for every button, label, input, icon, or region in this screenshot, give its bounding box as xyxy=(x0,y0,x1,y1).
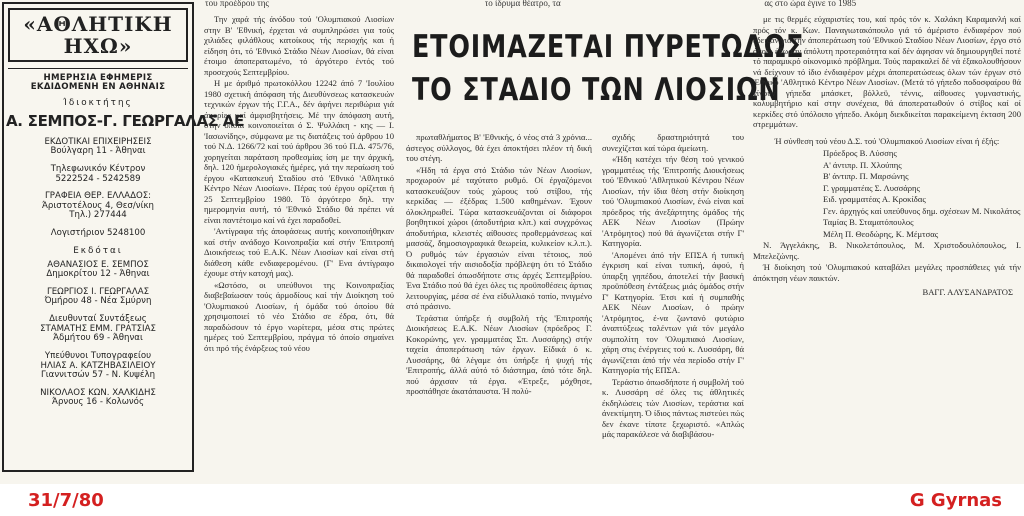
editions-label: ΕΚΔΟΤΙΚΑΙ ΕΠΙΧΕΙΡΗΣΕΙΣ xyxy=(44,136,152,147)
phones-value: 5222524 - 5242589 xyxy=(55,173,141,184)
board-member: Γεν. άρχηγός καί υπεύθυνος δημ. σχέσεων Μ. Νικολάτος xyxy=(823,205,1021,216)
board-member: Β' άντιπρ. Π. Μαρσώνης xyxy=(823,171,909,181)
top-fragment: ας στο ώρα έγινε το 1985 xyxy=(764,0,857,8)
paragraph: «Ήδη κατέχει τήν θέση τού γενικού γραμματέως τής 'Επιτροπής Διοικήσεως τού 'Εθνικού 'Αθλητικού Κέντρου Νέων Λιοσίων, τήν ίδια θέση στήν διοίκηση τού 'Ολυμπιακού Λιοσίων, ένώ είναι καί πρόεδρος τής άνεξάρτητης όμάδος τής ΑΕΚ Νέων Λιοσίων (Πρώην 'Ατρόμητος) πού θά άγωνίζεται στήν Γ' Κατηγορία. xyxy=(602,154,744,248)
printer-1: ΗΛΙΑΣ Α. ΚΑΤΖΗΒΑΣΙΛΕΙΟΥ xyxy=(40,360,156,371)
publisher-1-address: Δημοκρίτου 12 - Άθηναι xyxy=(46,269,150,280)
offices-phone: Τηλ.) 277444 xyxy=(69,210,127,221)
publisher-2-block xyxy=(8,288,188,307)
printer-2: ΝΙΚΟΛΑΟΣ ΚΩΝ. ΧΑΛΚΙΔΗΣ xyxy=(40,387,156,398)
headline-line-2: ΤΟ ΣΤΑΔΙΟ ΤΩΝ ΛΙΟΣΙΩΝ xyxy=(412,72,781,109)
board-member: Ειδ. γραμματέας Α. Κροκίδας xyxy=(823,194,926,204)
board-member: Α' άντιπρ. Π. Χλούπης xyxy=(823,159,902,170)
masthead-title: «ΑΘΛΗΤΙΚΗ ΗΧΩ» xyxy=(8,8,188,62)
paragraph: «Ωστόσο, οι υπεύθυνοι της Κοινοπραξίας διαβεβαίωσαν τούς άρμοδίους καί τήν Διοίκηση τού 'Ολυμπιακού Λιοσίων, ή όμάδα τού όποίου θά χρησιμοποιεί τό νέο Στάδιο σε έδρα, ότι, θά παραδώσουν τό έργο νωρίτερα, μέσα στις πρώτες ημέρες τού Σεπτεμβρίου, πράγμα τό όποίο σημαίνει ότι πρό τής ένάρξεως τού νέου xyxy=(204,279,394,353)
printer-2-block xyxy=(8,389,188,408)
board-member: Ταμίας Β. Σταματόπουλος xyxy=(823,217,914,227)
publishers-label: Εκδόται xyxy=(73,245,123,256)
editors-label: Διευθυνταί Συντάξεως xyxy=(49,314,147,325)
editors-address: Άδμήτου 69 - Άθηναι xyxy=(53,333,143,344)
article-headline xyxy=(412,26,805,113)
paragraph: με τις θερμές εύχαριστίες του, καί πρός τόν κ. Χαλάκη Καραμανλή καί πρός τόν κ. Κων. Παναγιωτακόπουλο γιά τό άμέριστο ένδιαφέρον πού έδειξαν γιά τήν άποπεράτωση τού 'Εθνικού Σταδίου Νέων Λιοσίων, έργο στό όποίο έδωσαν άπόλυτη προτεραιότητα καί δέν άφησαν νά δημιουργηθεί ποτέ τό παραμικρό οίκονομικό πρόβλημα. Τούς παρακαλεί δέ νά έξακολουθήσουν νά δείχνουν τό ίδιο ένδιαφέρον μέχρι άποπερατώσεως όλων τών έργων στό 'Εθνικό 'Αθλητικό Κέντρο Νέων Λιοσίων. (Μετά τό γήπεδο ποδοσφαίρου θά γίνουν γήπεδα μπάσκετ, βόλλεϋ, τέννις, αίθουσες γυμναστικής, κολυμβητήριο καί στην συνέχεια, θά άποπερατωθούν ό στίβος καί οί κερκίδες στό ύπόλοιπο γήπεδο. Ακόμη διεκδικείται παρακείμενη έκταση 200 στρεμμάτων. xyxy=(753,14,1021,129)
editors-names: ΣΤΑΜΑΤΗΣ ΕΜΜ. ΓΡΑΤΣΙΑΣ xyxy=(40,323,156,334)
publisher-name: Α. ΣΕΜΠΟΣ-Γ. ΓΕΩΡΓΑΛΑΣ ΑΕ xyxy=(6,111,244,130)
board-member: Μέλη Π. Θεοδώρης, Κ. Μέμτσας xyxy=(823,228,939,239)
top-fragment: το ίδρυμα θέατρο, τα xyxy=(484,0,561,8)
masthead-box xyxy=(2,2,244,472)
accounting-block xyxy=(8,229,188,239)
editions-block xyxy=(8,138,188,157)
offices-block xyxy=(8,192,188,221)
article-column-2 xyxy=(406,132,592,472)
paragraph: Την χαρά τής άνόδου τού 'Ολυμπιακού Λιοσίων στην Β' 'Εθνική, έρχεται νά συμπληρώσει για τούς χιλιάδες φιλάθλους κατοίκους τής περιοχής και ή είδηση ότι, τό 'Εθνικό Στάδιο Νέων Λιοσίων, θά είναι έτοιμο άποπερατωμένο, τό άργότερο έντός τού προσεχούς Σεπτεμβρίου. xyxy=(204,14,394,77)
paragraph: Τεράστιο όπωσδήποτε ή συμβολή τού κ. Λυσσάρη σέ όλες τις άθλητικές έκδηλώσεις τών Λιοσίων, τεράστια καί άνεκτίμητη. Ό ίδιος πάντως πιστεύει πώς δεν έκανε τίποτε ξεχωριστό. «Απλώς μάς παρακάλεσε νά διαβιβάσου- xyxy=(602,376,744,439)
printer-1-address: Γιαννιτσών 57 - Ν. Κυψέλη xyxy=(40,370,156,381)
paragraph: «Ήδη τά έργα στό Στάδιο τών Νέων Λιοσίων, προχωρούν μέ ταχύτατο ρυθμό. Οί έργαζόμενοι κατασκευάζουν τούς χώρους τού στίβου, τής κερκίδας — έξέδρας 1.500 καθημένων. Έχουν όλοκληρωθεί. Τώρα κατασκευάζονται οί διάφοροι βοηθητικοί χώροι (άποδυτήρια κλπ.) καί συγχρόνως άποδυτήρια, κλειστές αίθουσες προθερμάνσεως καί μασσάζ, δημοσιογραφικά θεωρεία, κυλικείον κ.λ.π.). Ό ρυθμός τών έργασιών είναι τέτοιος, πού δικαιολογεί τήν αισιοδοξία πρόβλεψη ότι τό Στάδιο θά παραδοθεί όπωσδήποτε στις άρχές Σεπτεμβρίου. Ένα Στάδιο πού θά έχει όλες τις προϋποθέσεις άρτιας λειτουργίας, μέσα σέ ένα είδυλλιακό τοπίο, πνιγμένο στό πράσινο. xyxy=(406,164,592,311)
editors-block xyxy=(8,315,188,344)
publisher-2-name: ΓΕΩΡΓΙΟΣ Ι. ΓΕΩΡΓΑΛΑΣ xyxy=(46,286,150,297)
closing-paragraph: Ή διοίκηση τού 'Ολυμπιακού καταβάλει μεγάλες προσπάθειες γιά τήν άπόκτηση νέων παικτών. xyxy=(753,262,1021,283)
offices-address: Άριστοτέλους 4, Θεσ/νίκη xyxy=(41,200,154,211)
masthead-subtitle-2: ΕΚΔΙΔΟΜΕΝΗ ΕΝ ΑΘΗΝΑΙΣ xyxy=(30,82,166,93)
clipping-credit: G Gyrnas xyxy=(909,490,1002,511)
offices-label: ΓΡΑΦΕΙΑ ΘΕΡ. ΕΛΛΑΔΟΣ: xyxy=(44,191,152,202)
publisher-1-block xyxy=(8,261,188,280)
publisher-2-address: Όμήρου 48 - Νέα Σμύρνη xyxy=(44,296,152,307)
paragraph: Τεράστια ύπήρξε ή συμβολή τής 'Επιτροπής Διοικήσεως Ε.Α.Κ. Νέων Λιοσίων (πρόεδρος Γ. Κοκορώνης, γεν. γραμματέας Σπ. Λυσσάρης) στήν ταχεία άποπεράτωση τών έργων. Είδικά ό κ. Λυσσάρης, θά λέγαμε ότι ύπήρξε ή ψυχή τής 'Επιτροπής, άλλά αύτό τό διάστημα, άπό τότε δηλ. πού άρχισαν τά έργα. «Έτρεξε, μόχθησε, προσπάθησε άκατάπαυστα. Ή πολύ- xyxy=(406,312,592,396)
board-list xyxy=(753,148,1021,239)
top-fragments xyxy=(205,0,1024,10)
printing-block xyxy=(8,352,188,381)
masthead-subtitle-1: ΗΜΕΡΗΣΙΑ ΕΦΗΜΕΡΙΣ xyxy=(43,72,153,83)
paragraph: σχιδής δραστηριότητά του συνεχίζεται καί τώρα άμείωτη. xyxy=(602,132,744,153)
article-column-3 xyxy=(602,132,744,472)
paragraph: 'Απομένει άπό τήν ΕΠΣΑ ή τυπική έγκριση καί είναι τυπική, άφού, ή ύπαρξη γηπέδου, άποτελεί τήν βασική προϋπόθεση έντάξεως μιάς όμάδος στήν Γ' Κατηγορία. Έτσι καί ή συμπαθής ΑΕΚ Νέων Λιοσίων, ό πρώην 'Ατρόμητος, έ-να ζωντανό φυτώριο άναπτύξεως ταλέντων γιά τόν μεγάλο συμπολίτη τον 'Ολυμπιακό Λιοσίων, χάρη στις ένέργειες τού κ. Λυσσάρη, θά άγωνίζεται άπό τήν νέα περίοδο στήν Γ' Κατηγορία τής ΕΠΣΑ. xyxy=(602,249,744,375)
paragraph: 'Αντίγραφα τής άποφάσεως αυτής κοινοποιήθηκαν καί στήν ανάδοχο Κοινοπραξία καί στήν 'Επιτροπή Διοικήσεως τού Ε.Α.Κ. Νέων Λιοσίων καί είναι στή διάθεση κάθε ενδιαφερομένου. (Γ' Ενα άντίγραφο έχουμε στήν κατοχή μας). xyxy=(204,226,394,278)
headline-line-1: ΕΤΟΙΜΑΖΕΤΑΙ ΠΥΡΕΤΩΔΩΣ xyxy=(412,29,805,65)
phones-label: Τηλεφωνικόν Κέντρον xyxy=(50,163,146,174)
accounting-label: Λογιστήριον 5248100 xyxy=(50,228,146,239)
printing-label: Υπεύθυνοι Τυπογραφείου xyxy=(44,350,152,361)
clipping-date: 31/7/80 xyxy=(28,490,104,511)
article-column-1 xyxy=(204,14,394,476)
paragraph: Η με άριθμό πρωτοκόλλου 12242 άπό 7 'Ιουλίου 1980 σχετική άπόφαση τής Διευθύνσεως κατασκευών τεχνικών έργων τής Γ.Γ.Α., δέν άφήνει περιθώρια γιά άπορίες καί άμφισβητήσεις. Μέ την άπόφαση αυτή, στην όποία κοινοποιείται ό Σ. Ψυλλάκη - κης — Ι. 'Ιασωνίδης», σύμφωνα με τις διατάξεις τού άρθρου 10 τού Ν.Δ. 1266/72 καί τού άρθρου 36 τού Π.Δ. 475/76, χορηγείται παράταση προθεσμίας ίση με την άρχική, δηλ. 120 ήμερολογιακές ήμέρες, γιά την περαίωση τού έργου «Κατασκευή Σταδίου στό 'Εθνικό 'Αθλητικό Κέντρο Νέων Λιοσίων». Πέρας τού έργου ορίζεται ή 25 Σεπτεμβρίου 1980. Τό άργότερο δηλ. την ημερομηνία αυτή, τό 'Εθνικό Στάδιο θά πρέπει νά είναι παντέτοιμο καί νά έχει παραδοθεί. xyxy=(204,78,394,225)
author-signature: ΒΑΓΓ. ΑΛΥΣΑΝΔΡΑΤΟΣ xyxy=(922,287,1013,297)
owners-label: Ίδιοκτήτης xyxy=(63,98,133,109)
article-column-4 xyxy=(753,14,1021,476)
printer-2-address: Άρνους 16 - Κολωνός xyxy=(52,397,144,408)
paragraph: πρωταθλήματος Β' 'Εθνικής, ό νέος στά 3 χρόνια... άστεγος σύλλογος, θά έχει άποκτήσει πλέον τή δική του στέγη. xyxy=(406,132,592,163)
board-member: Πρόεδρος Β. Λύσσης xyxy=(823,148,897,158)
divider xyxy=(8,68,188,69)
editions-address: Βούλγαρη 11 - Άθηναι xyxy=(50,146,146,157)
publisher-1-name: ΑΘΑΝΑΣΙΟΣ Ε. ΣΕΜΠΟΣ xyxy=(47,259,149,270)
top-fragment: του προέδρου της xyxy=(205,0,269,8)
board-member: Γ. γραμματέας Σ. Λυσσάρης xyxy=(823,182,920,193)
members-list: Ν. Άγγελάκης, Β. Νικολετόπουλος, Μ. Χριστοδουλόπουλος, Ι. Μπελεζώνης. xyxy=(753,240,1021,261)
phones-block xyxy=(8,165,188,184)
board-intro: Ή σύνθεση τού νέου Δ.Σ. τού 'Ολυμπιακού Λιοσίων είναι ή έξής: xyxy=(774,135,1000,146)
